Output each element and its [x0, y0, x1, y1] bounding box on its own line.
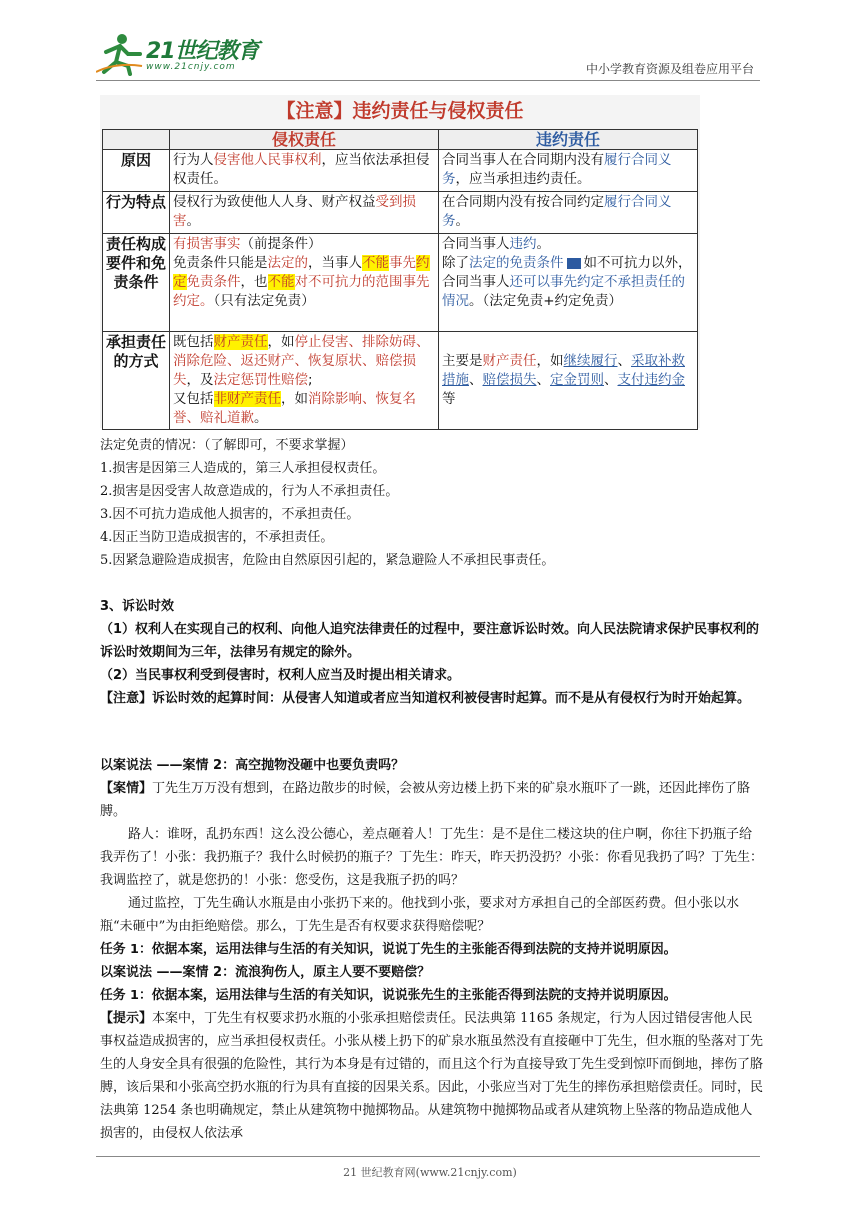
- footer-divider: [96, 1156, 760, 1157]
- comparison-table: [102, 129, 698, 430]
- text-span: 。: [254, 410, 268, 426]
- page-header: [96, 26, 760, 80]
- text-span: ，如: [267, 334, 295, 350]
- text-span: 赔偿损失: [482, 372, 537, 388]
- table-row: [103, 234, 698, 332]
- section-limitation: [100, 595, 764, 710]
- cell-tort-conditions: [170, 234, 439, 332]
- text-span: 履行合同义务: [442, 152, 672, 187]
- text-span: 事先: [389, 255, 416, 271]
- text-span: 法定的: [267, 255, 308, 271]
- text-span: 停止侵害、排除妨碍、消除危险、返还财产、恢复原状、赔偿损失: [173, 334, 430, 388]
- tip-label: 【提示】: [100, 1011, 153, 1026]
- text-span: 支付违约金: [617, 372, 685, 388]
- text-span: 。: [536, 236, 550, 252]
- cell-tort-feature: [170, 192, 439, 234]
- text-span: 除了: [442, 255, 469, 271]
- list-item: 3.因不可抗力造成他人损害的，不承担责任。: [100, 507, 360, 522]
- cell-contract-method: [439, 332, 698, 430]
- text-span: （只有法定免责）: [213, 293, 315, 309]
- text-span: 。（法定免责+约定免责）: [469, 293, 623, 309]
- platform-name: 中小学教育资源及组卷应用平台: [585, 62, 754, 76]
- text-span: 继续履行: [563, 353, 618, 369]
- cell-contract-cause: [439, 150, 698, 192]
- text-span: 既包括: [173, 334, 214, 350]
- list-item: 1.损害是因第三人造成的，第三人承担侵权责任。: [100, 461, 386, 476]
- site-logo: [96, 32, 296, 76]
- comparison-figure: [100, 95, 700, 428]
- text-span: 本案中，丁先生有权要求扔水瓶的小张承担赔偿责任。民法典第 1165 条规定，行为人因过错侵害他人民事权益造成损害的，应当承担侵权责任。小张从楼上扔下的矿泉水瓶虽然没有直接砸中丁先生，但水瓶的坠落对丁先生的人身安全具有很强的危险性，其行为本身是有过错的，而且这个行为直接导致丁先生受到惊吓而倒地，摔伤了胳膊，该后果和小张高空扔水瓶的行为具有直接的因果关系。因此，小张应当对丁先生的摔伤承担赔偿责任。同时，民法典第 1254 条也明确规定，禁止从建筑物中抛掷物品。从建筑物中抛掷物品或者从建筑物上坠落的物品造成他人损害的，由侵权人依法承: [100, 1011, 764, 1141]
- case-description: [100, 777, 764, 823]
- cell-tort-method: [170, 332, 439, 430]
- text-span: ，当事人: [308, 255, 362, 271]
- figure-title: 【注意】违约责任与侵权责任: [276, 100, 524, 122]
- text-span: 不能: [267, 274, 295, 290]
- text-span: 在合同期内没有按合同约定: [442, 194, 604, 210]
- cell-contract-feature: [439, 192, 698, 234]
- text-span: ，应当承担违约责任。: [455, 171, 591, 187]
- text-span: 消除影响、恢复名誉、赔礼道歉: [173, 391, 416, 426]
- text-span: 对不可抗力的范围事先约定。: [173, 274, 430, 309]
- dialogue-paragraph: 路人：谁呀，乱扔东西！这么没公德心，差点砸着人！丁先生：是不是住二楼这块的住户啊，你往下扔瓶子给我弄伤了！小张：我扔瓶子？我什么时候扔的瓶子？丁先生：昨天，昨天扔没扔？小张：你看见我扔了吗？丁先生：我调监控了，就是您扔的！小张：您受伤，这是我瓶子扔的吗？: [100, 827, 764, 888]
- row-head-cause: 原因: [103, 150, 170, 192]
- text-span: 、: [617, 353, 631, 369]
- text-span: 如不可抗力以外，合同当事人: [442, 255, 692, 290]
- case-title: 以案说法 ——案情 2：高空抛物没砸中也要负责吗？: [100, 758, 405, 773]
- text-span: 财产责任: [213, 334, 268, 350]
- table-corner: [103, 130, 170, 150]
- row-head-method: 承担责任的方式: [103, 332, 170, 430]
- text-span: 免责条件: [186, 274, 241, 290]
- section-heading: 3、诉讼时效: [100, 599, 175, 614]
- text-span: 采取补救措施: [442, 353, 685, 388]
- exemption-intro: 法定免责的情况：（了解即可，不要求掌握）: [100, 438, 354, 453]
- text-span: 还可以事先约定不承担责任的情况: [442, 274, 685, 309]
- text-span: 。: [455, 213, 469, 229]
- case-label: 【案情】: [100, 781, 153, 796]
- exemption-list: [100, 434, 764, 572]
- text-span: 非财产责任: [213, 391, 281, 407]
- case-title-2: 以案说法 ——案情 2：流浪狗伤人，原主人要不要赔偿？: [100, 965, 431, 980]
- text-span: 合同当事人: [442, 236, 510, 252]
- text-span: ，如: [281, 391, 308, 407]
- text-span: 侵害他人民事权利: [213, 152, 322, 168]
- text-span: 约定: [173, 255, 430, 290]
- text-span: 丁先生万万没有想到，在路边散步的时候，会被从旁边楼上扔下来的矿泉水瓶吓了一跳，还因此摔伤了胳膊。: [100, 781, 751, 819]
- row-head-conditions: 责任构成要件和免责条件: [103, 234, 170, 332]
- paragraph: （2）当民事权利受到侵害时，权利人应当及时提出相关请求。: [100, 668, 461, 683]
- play-icon: [567, 258, 581, 269]
- text-span: 有损害事实: [173, 236, 241, 252]
- text-span: 违约: [509, 236, 537, 252]
- page-footer: 21 世纪教育网(www.21cnjy.com): [343, 1166, 517, 1179]
- text-span: 又包括: [173, 391, 214, 407]
- text-span: 等: [442, 391, 456, 407]
- text-span: ，也: [240, 274, 268, 290]
- text-span: 合同当事人在合同期内没有: [442, 152, 604, 168]
- table-row: [103, 332, 698, 430]
- list-item: 2.损害是因受害人故意造成的，行为人不承担责任。: [100, 484, 399, 499]
- text-span: ，如: [536, 353, 564, 369]
- cell-tort-cause: [170, 150, 439, 192]
- text-span: 履行合同义务: [442, 194, 672, 229]
- text-span: 不能: [362, 255, 389, 271]
- text-span: 侵权行为致使他人人身、财产权益: [173, 194, 376, 210]
- row-head-feature: 行为特点: [103, 192, 170, 234]
- text-span: ;: [308, 372, 313, 388]
- paragraph: 通过监控，丁先生确认水瓶是由小张扔下来的。他找到小张，要求对方承担自己的全部医药费。但小张以水瓶“未砸中”为由拒绝赔偿。那么，丁先生是否有权要求获得赔偿呢？: [100, 896, 740, 934]
- cell-contract-conditions: [439, 234, 698, 332]
- paragraph: （1）权利人在实现自己的权利、向他人追究法律责任的过程中，要注意诉讼时效。向人民法院请求保护民事权利的诉讼时效期间为三年，法律另有规定的除外。: [100, 622, 760, 660]
- list-item: 5.因紧急避险造成损害，危险由自然原因引起的，紧急避险人不承担民事责任。: [100, 553, 555, 568]
- tip-paragraph: [100, 1007, 764, 1145]
- column-header-contract: 违约责任: [439, 130, 698, 150]
- text-span: 。: [186, 213, 200, 229]
- column-header-tort: 侵权责任: [170, 130, 439, 150]
- text-span: ，应当依法承担侵权责任。: [173, 152, 430, 187]
- logo-text: 21世纪教育: [146, 39, 259, 64]
- text-span: 法定的免责条件: [469, 255, 564, 271]
- case-section: [100, 754, 764, 1145]
- task-2: 任务 1：依据本案，运用法律与生活的有关知识，说说张先生的主张能否得到法院的支持并说明原因。: [100, 988, 677, 1003]
- table-header-row: [103, 130, 698, 150]
- paragraph: 【注意】诉讼时效的起算时间：从侵害人知道或者应当知道权利被侵害时起算。而不是从有侵权行为时开始起算。: [100, 691, 751, 706]
- text-span: 行为人: [173, 152, 214, 168]
- text-span: 定金罚则: [550, 372, 604, 388]
- text-span: 、: [469, 372, 483, 388]
- table-row: [103, 192, 698, 234]
- text-span: （前提条件）: [240, 236, 322, 252]
- text-span: ，及: [186, 372, 214, 388]
- text-span: 财产责任: [482, 353, 537, 369]
- text-span: 免责条件只能是: [173, 255, 268, 271]
- header-divider: [96, 80, 760, 81]
- runner-logo-icon: [96, 32, 144, 76]
- text-span: 受到损害: [173, 194, 416, 229]
- text-span: 、: [604, 372, 618, 388]
- text-span: 、: [536, 372, 550, 388]
- logo-url-text: www.21cnjy.com: [146, 62, 236, 72]
- text-span: 法定惩罚性赔偿: [213, 372, 308, 388]
- list-item: 4.因正当防卫造成损害的，不承担责任。: [100, 530, 334, 545]
- task-1: 任务 1：依据本案，运用法律与生活的有关知识，说说丁先生的主张能否得到法院的支持并说明原因。: [100, 942, 677, 957]
- text-span: 主要是: [442, 353, 483, 369]
- table-row: [103, 150, 698, 192]
